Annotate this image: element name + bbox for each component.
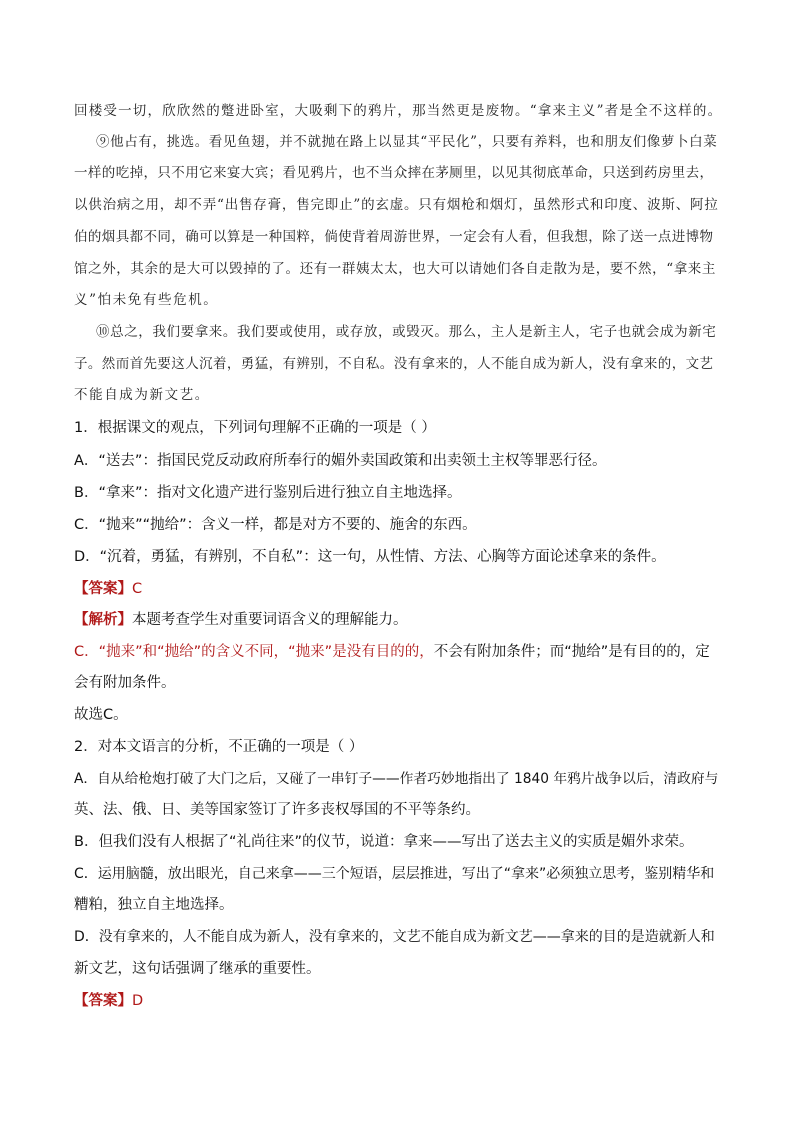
- question-2-option-c-cont: 糟粕，独立自主地选择。: [74, 897, 234, 913]
- passage-line: 馆之外，其余的是大可以毁掉的了。还有一群姨太太，也大可以请她们各自走散为是，要不然，“拿来主: [74, 261, 716, 277]
- question-1-explanation-cont: 会有附加条件。: [74, 675, 176, 691]
- answer-label: 【答案】: [74, 581, 132, 597]
- question-2-option-d: D．没有拿来的，人不能自成为新人，没有拿来的，文艺不能自成为新文艺——拿来的目的是造就新人和: [74, 929, 715, 945]
- passage-line: ⑨他占有，挑选。看见鱼翅，并不就抛在路上以显其“平民化”，只要有养料，也和朋友们像萝卜白菜: [96, 134, 718, 150]
- question-2-stem: 2．对本文语言的分析，不正确的一项是（ ）: [74, 739, 364, 755]
- answer-value: C: [132, 581, 143, 597]
- analysis-label: 【解析】: [74, 612, 132, 628]
- question-1-analysis: [74, 609, 724, 631]
- question-1-option-c: C．“抛来”“抛给”：含义一样，都是对方不要的、施舍的东西。: [74, 517, 477, 533]
- passage-line: 伯的烟具都不同，确可以算是一种国粹，倘使背着周游世界，一定会有人看，但我想，除了送一点进博物: [74, 229, 714, 245]
- question-2-option-c: C．运用脑髓，放出眼光，自己来拿——三个短语，层层推进，写出了“拿来”必须独立思考，鉴别精华和: [74, 866, 715, 882]
- passage-line: 义”怕未免有些危机。: [74, 292, 219, 308]
- answer-value: D: [132, 993, 144, 1009]
- question-1-explanation: [74, 641, 724, 663]
- answer-label: 【答案】: [74, 993, 132, 1009]
- explanation-red-text: C．“抛来”和“抛给”的含义不同，“抛来”是没有目的的，: [74, 644, 434, 660]
- passage-line: 不能自成为新文艺。: [74, 387, 210, 403]
- question-1-option-b: B．“拿来”：指对文化遗产进行鉴别后进行独立自主地选择。: [74, 485, 462, 501]
- question-1-answer: [74, 578, 724, 600]
- question-2-option-a: A．自从给枪炮打破了大门之后，又碰了一串钉子——作者巧妙地指出了 1840 年鸦片战争以后，清政府与: [74, 771, 719, 787]
- question-1-option-d: D．“沉着，勇猛，有辨别，不自私”：这一句，从性情、方法、心胸等方面论述拿来的条件。: [74, 549, 666, 565]
- question-2-answer: [74, 990, 724, 1012]
- passage-line: 以供治病之用，却不弄“出售存膏，售完即止”的玄虚。只有烟枪和烟灯，虽然形式和印度、波斯、阿拉: [74, 197, 719, 213]
- passage-line: 子。然而首先要这人沉着，勇猛，有辨别，不自私。没有拿来的，人不能自成为新人，没有拿来的，文艺: [74, 356, 714, 372]
- question-1-conclusion: 故选C。: [74, 707, 128, 723]
- question-2-option-d-cont: 新文艺，这句话强调了继承的重要性。: [74, 961, 321, 977]
- question-1-option-a: A．“送去”：指国民党反动政府所奉行的媚外卖国政策和出卖领土主权等罪恶行径。: [74, 453, 607, 469]
- analysis-text: 本题考查学生对重要词语含义的理解能力。: [132, 612, 408, 628]
- passage-line: ⑩总之，我们要拿来。我们要或使用，或存放，或毁灭。那么，主人是新主人，宅子也就会成为新宅: [96, 324, 717, 340]
- passage-line: 一样的吃掉，只不用它来宴大宾；看见鸦片，也不当众摔在茅厕里，以见其彻底革命，只送到药房里去，: [74, 165, 714, 181]
- question-2-option-a-cont: 英、法、俄、日、美等国家签订了许多丧权辱国的不平等条约。: [74, 802, 480, 818]
- question-2-option-b: B．但我们没有人根据了“礼尚往来”的仪节，说道：拿来——写出了送去主义的实质是媚外求荣。: [74, 834, 694, 850]
- passage-line: 回楼受一切，欣欣然的蹩进卧室，大吸剩下的鸦片，那当然更是废物。“拿来主义”者是全不这样的。: [74, 103, 723, 119]
- explanation-text: 不会有附加条件；而“抛给”是有目的的，定: [433, 644, 710, 660]
- question-1-stem: 1．根据课文的观点，下列词句理解不正确的一项是（ ）: [74, 420, 436, 436]
